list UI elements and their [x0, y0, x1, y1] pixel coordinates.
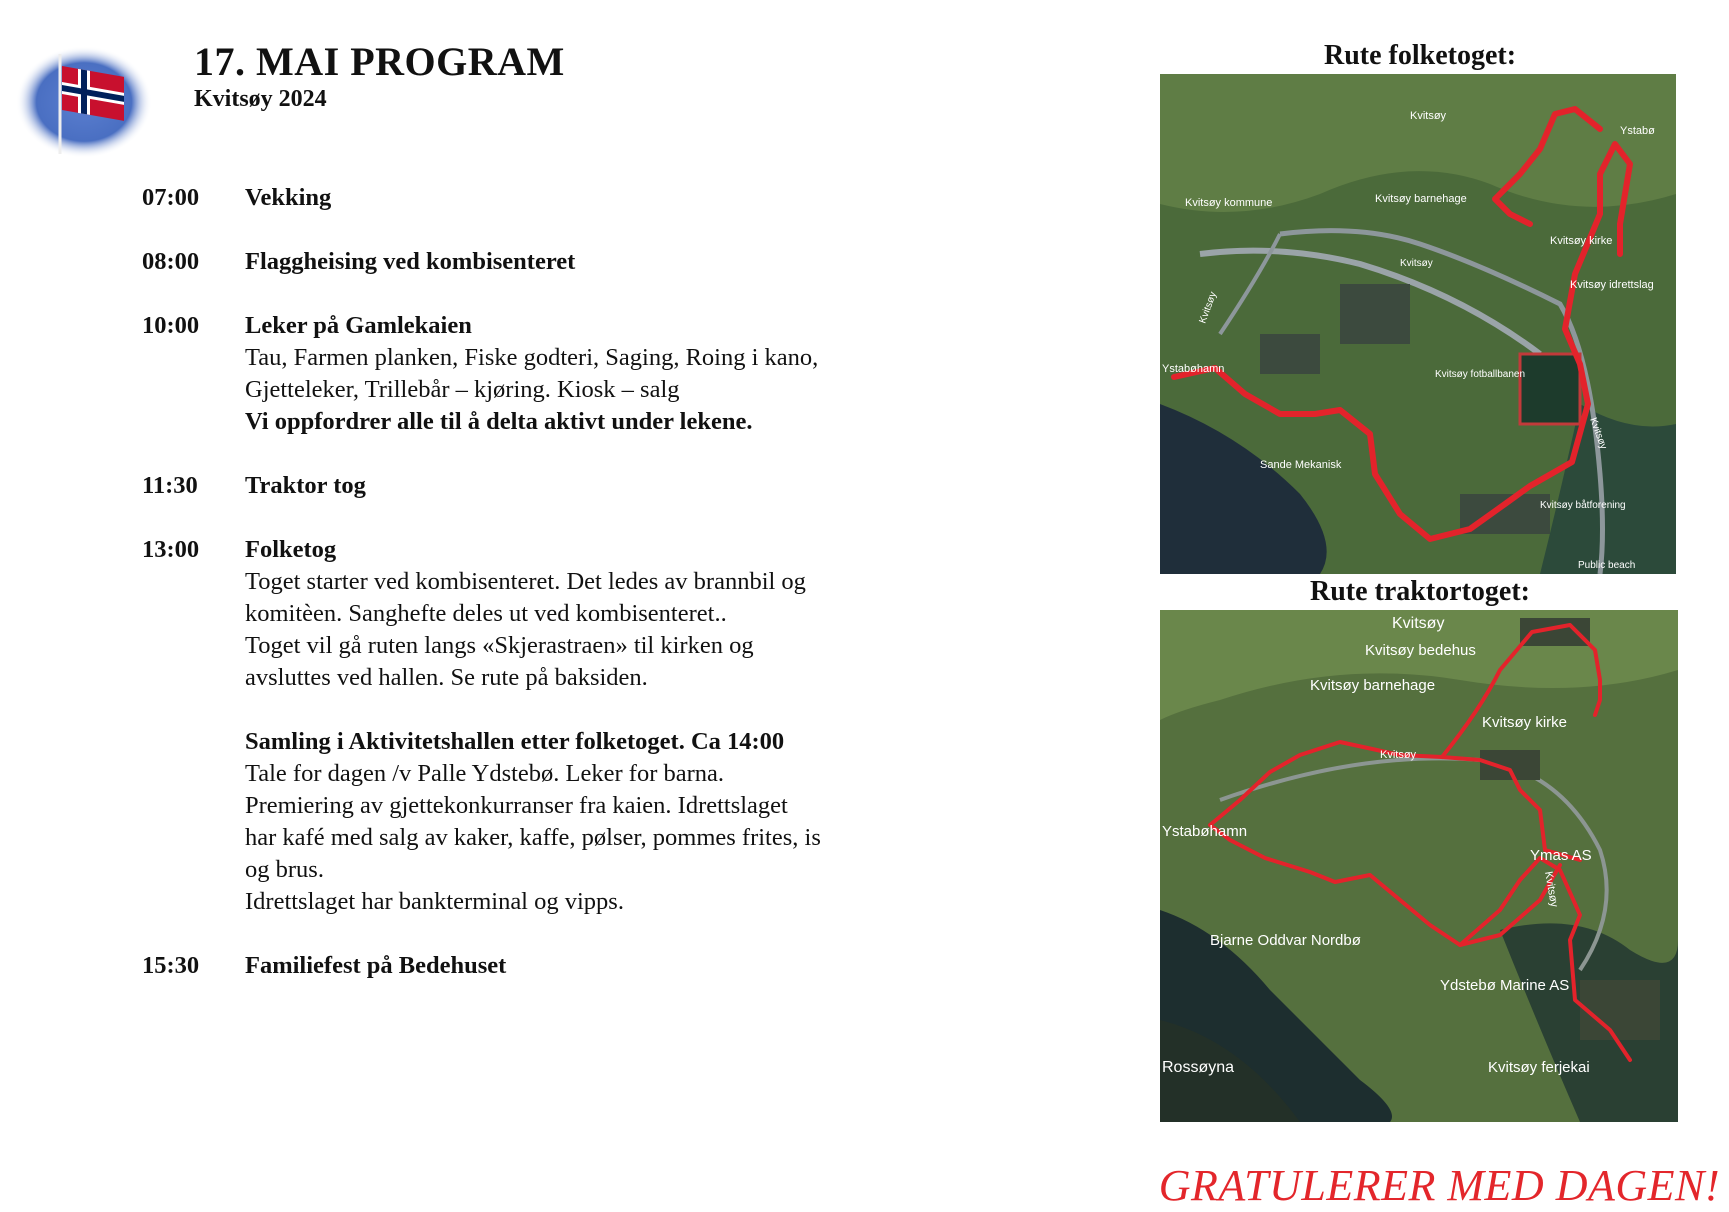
map-label: Ystabøhamn: [1162, 363, 1225, 375]
map-label: Kvitsøy: [1542, 870, 1561, 909]
program-detail: Premiering av gjettekonkurranser fra kaien. Idrettslaget: [245, 792, 788, 819]
program-entry: [142, 470, 942, 502]
map-label: Kvitsøy ferjekai: [1488, 1059, 1590, 1076]
program-title: Folketog: [245, 536, 337, 563]
map-label: Ystabøhamn: [1162, 823, 1248, 840]
program-detail: Idrettslaget har bankterminal og vipps.: [245, 888, 624, 915]
map2-title: Rute traktortoget:: [1309, 576, 1531, 607]
program-detail: Gjetteleker, Trillebår – kjøring. Kiosk – salg: [245, 376, 680, 403]
program-title: Traktor tog: [245, 472, 366, 499]
map-label: Kvitsøy kommune: [1185, 197, 1273, 209]
greeting-footer: GRATULERER MED DAGEN!: [1158, 1161, 1720, 1210]
map-label: Kvitsøy: [1410, 110, 1447, 122]
map-label: Rossøyna: [1162, 1059, 1235, 1076]
page-title: 17. MAI PROGRAM: [194, 39, 565, 84]
program-detail: komitèen. Sanghefte deles ut ved kombisenteret..: [245, 600, 727, 627]
map-label: Ystabø: [1620, 125, 1655, 137]
map-label: Kvitsøy: [1392, 615, 1445, 632]
program-subtitle: Samling i Aktivitetshallen etter folketoget. Ca 14:00: [245, 728, 785, 755]
program-detail: har kafé med salg av kaker, kaffe, pølser, pommes frites, is: [245, 824, 821, 851]
program-time: 11:30: [142, 472, 198, 499]
norwegian-flag-icon: [16, 46, 152, 164]
program-detail: og brus.: [245, 856, 324, 883]
map-label: Kvitsøy bedehus: [1365, 642, 1476, 659]
map-label: Kvitsøy: [1400, 258, 1433, 269]
program-entry: [142, 310, 942, 438]
program-time: 07:00: [142, 184, 200, 211]
map-folketoget: [1160, 74, 1676, 574]
map-label: Kvitsøy kirke: [1482, 714, 1568, 731]
program-detail: Toget starter ved kombisenteret. Det ledes av brannbil og: [245, 568, 806, 595]
map-label: Ymas AS: [1530, 847, 1592, 864]
program-note: Vi oppfordrer alle til å delta aktivt under lekene.: [245, 408, 753, 435]
program-detail: Toget vil gå ruten langs «Skjerastraen» til kirken og: [245, 632, 754, 659]
map-label: Kvitsøy barnehage: [1375, 193, 1467, 205]
program-title: Vekking: [245, 184, 332, 211]
program-detail: Tale for dagen /v Palle Ydstebø. Leker for barna.: [245, 760, 725, 787]
program-time: 08:00: [142, 248, 200, 275]
map-label: Public beach: [1578, 560, 1636, 571]
program-entry: [142, 246, 942, 278]
page-subtitle: Kvitsøy 2024: [194, 86, 327, 112]
map-label: Kvitsøy: [1197, 290, 1220, 326]
program-detail: avsluttes ved hallen. Se rute på baksiden.: [245, 664, 648, 691]
program-title: Familiefest på Bedehuset: [245, 952, 507, 979]
map-label: Kvitsøy idrettslag: [1570, 279, 1654, 291]
program-entry: [142, 182, 942, 214]
map1-title: Rute folketoget:: [1323, 40, 1517, 71]
map-label: Kvitsøy fotballbanen: [1435, 369, 1526, 380]
program-time: 10:00: [142, 312, 200, 339]
map-traktortoget: [1160, 610, 1678, 1122]
program-entry: [142, 534, 942, 918]
program-title: Flaggheising ved kombisenteret: [245, 248, 576, 275]
map-label: Kvitsøy båtforening: [1540, 500, 1626, 511]
map-label: Kvitsøy barnehage: [1310, 677, 1436, 694]
program-title: Leker på Gamlekaien: [245, 312, 472, 339]
map-label: Ydstebø Marine AS: [1440, 977, 1570, 994]
map-label: Kvitsøy: [1587, 416, 1609, 451]
map-label: Kvitsøy: [1380, 749, 1417, 761]
map-label: Bjarne Oddvar Nordbø: [1210, 932, 1361, 949]
program-time: 13:00: [142, 536, 200, 563]
map-label: Kvitsøy kirke: [1550, 235, 1613, 247]
program-time: 15:30: [142, 952, 200, 979]
program-list: [142, 182, 942, 1014]
map-label: Sande Mekanisk: [1260, 459, 1342, 471]
program-detail: Tau, Farmen planken, Fiske godteri, Saging, Roing i kano,: [245, 344, 819, 371]
program-entry: [142, 950, 942, 982]
